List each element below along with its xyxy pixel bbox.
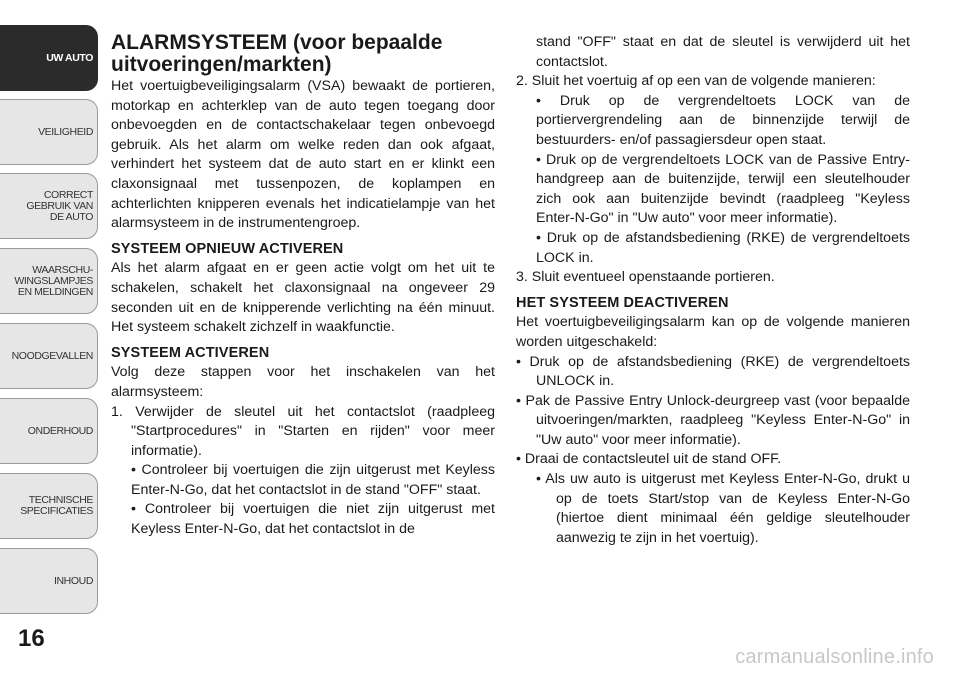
page-number: 16 bbox=[18, 625, 45, 652]
activate-step-2-sub-c: • Druk op de afstandsbediening (RKE) de vergrendeltoets LOCK in. bbox=[536, 229, 910, 266]
tab-noodgevallen[interactable]: NOODGEVALLEN bbox=[0, 323, 98, 389]
reactivate-paragraph: Als het alarm afgaat en er geen actie volgt om het uit te schakelen, schakelt het claxonsignaal na ongeveer 29 seconden uit en de knipperende verlichting na één minuut. Het systeem schakelt zichzelf in waakfunctie. bbox=[111, 260, 495, 336]
tab-inhoud[interactable]: INHOUD bbox=[0, 548, 98, 614]
activate-step-2-sub-b: • Druk op de vergrendeltoets LOCK van de Passive Entry-handgreep aan de buitenzijde, terwijl een sleutelhouder zich ook aan buitenzijde bevindt (raadpleeg "Keyless Enter-N-Go" in "Uw auto" voor meer informatie). bbox=[536, 151, 910, 227]
activate-step-2-sub-a: • Druk op de vergrendeltoets LOCK van de portiervergrendeling aan de binnenzijde terwijl de bestuurders- en/of passagiersdeur open staat. bbox=[536, 92, 910, 148]
tab-technische-specificaties[interactable]: TECHNISCHE SPECIFICATIES bbox=[0, 473, 98, 539]
heading-deactivate: HET SYSTEEM DEACTIVEREN bbox=[516, 294, 729, 311]
deactivate-bullet-3: • Draai de contactsleutel uit de stand OFF. bbox=[516, 451, 782, 468]
activate-step-1-sub-b: • Controleer bij voertuigen die niet zijn uitgerust met Keyless Enter-N-Go, dat het contactslot in de bbox=[131, 501, 495, 538]
deactivate-bullet-2: • Pak de Passive Entry Unlock-deurgreep vast (voor bepaalde uitvoeringen/markten, raadpleeg "Keyless Enter-N-Go" in "Uw auto" voor meer informatie). bbox=[516, 392, 910, 448]
tab-uw-auto[interactable]: UW AUTO bbox=[0, 25, 98, 91]
intro-paragraph: Het voertuigbeveiligingsalarm (VSA) bewaakt de portieren, motorkap en achterklep van de auto tegen toegang door onbevoegden en de contactschakelaar tegen onbevoegd gebruik. Als het alarm om welke reden dan ook afgaat, verhindert het systeem dat de auto start en er klinkt een claxonsignaal met tussenpozen, de koplampen en achterlichten knipperen evenals het indicatielampje van het alarmsysteem in de instrumentengroep. bbox=[111, 78, 495, 232]
activate-step-3: 3. Sluit eventueel openstaande portieren. bbox=[516, 269, 775, 286]
site-watermark: carmanualsonline.info bbox=[735, 646, 934, 668]
tab-veiligheid[interactable]: VEILIGHEID bbox=[0, 99, 98, 165]
deactivate-bullet-1: • Druk op de afstandsbediening (RKE) de vergrendeltoets UNLOCK in. bbox=[516, 353, 910, 390]
page-title: ALARMSYSTEEM (voor bepaalde uitvoeringen/markten) bbox=[111, 31, 443, 76]
tab-waarschuwingslampjes[interactable]: WAARSCHU- WINGSLAMPJES EN MELDINGEN bbox=[0, 248, 98, 314]
heading-reactivate: SYSTEEM OPNIEUW ACTIVEREN bbox=[111, 240, 344, 257]
activate-step-1-sub-b-cont: stand "OFF" staat en dat de sleutel is verwijderd uit het contactslot. bbox=[536, 34, 910, 70]
activate-step-1: 1. Verwijder de sleutel uit het contactslot (raadpleeg "Startprocedures" in "Starten en rijden" voor meer informatie). bbox=[111, 403, 495, 459]
activate-step-2: 2. Sluit het voertuig af op een van de volgende manieren: bbox=[516, 73, 876, 90]
right-column bbox=[516, 33, 910, 548]
deactivate-bullet-3-sub: • Als uw auto is uitgerust met Keyless Enter-N-Go, drukt u op de toets Start/stop van de Keyless Enter-N-Go (hiertoe dient minimaal één geldige sleutelhouder aanwezig te zijn in het voertuig). bbox=[536, 471, 910, 546]
activate-step-1-sub-a: • Controleer bij voertuigen die zijn uitgerust met Keyless Enter-N-Go, dat het contactslot in de stand "OFF" staat. bbox=[131, 462, 495, 498]
heading-activate: SYSTEEM ACTIVEREN bbox=[111, 344, 270, 361]
deactivate-intro: Het voertuigbeveiligingsalarm kan op de volgende manieren worden uitgeschakeld: bbox=[516, 314, 910, 350]
tab-onderhoud[interactable]: ONDERHOUD bbox=[0, 398, 98, 464]
left-column bbox=[111, 32, 495, 540]
tab-correct-gebruik[interactable]: CORRECT GEBRUIK VAN DE AUTO bbox=[0, 173, 98, 239]
activate-intro: Volg deze stappen voor het inschakelen van het alarmsysteem: bbox=[111, 364, 495, 400]
